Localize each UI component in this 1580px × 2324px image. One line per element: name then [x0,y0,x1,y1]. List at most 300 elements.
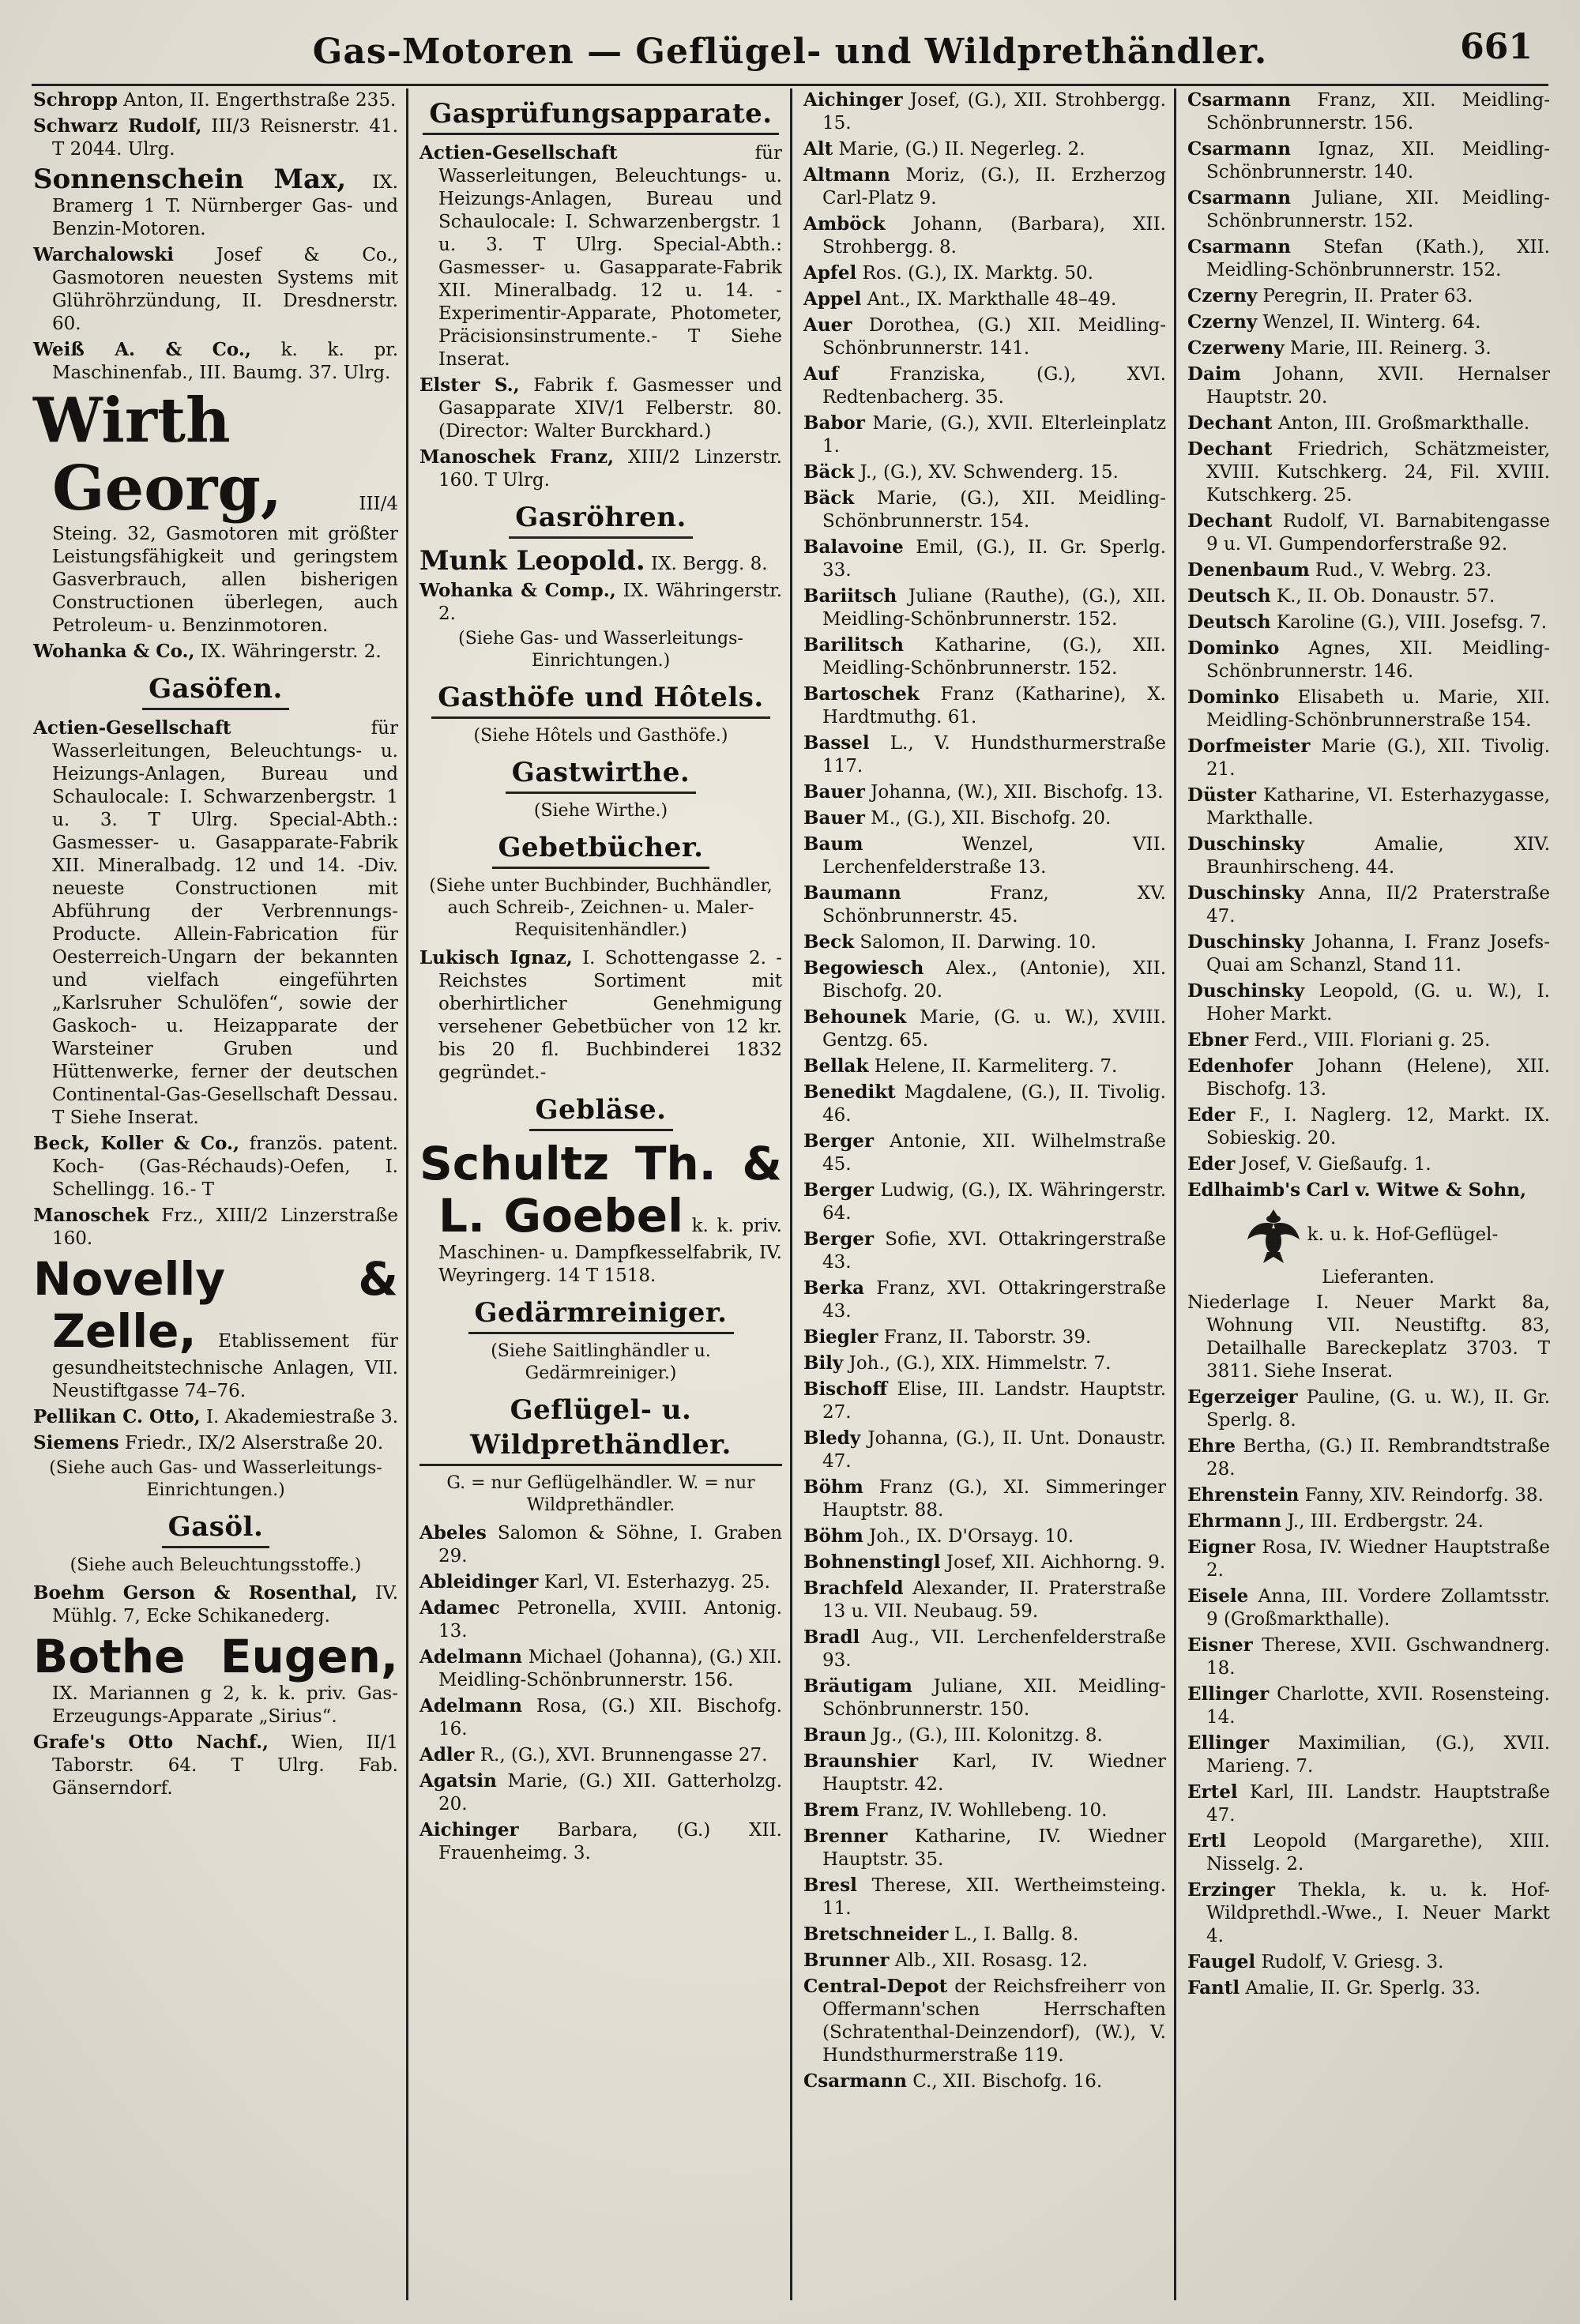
entry-text: für Wasserleitungen, Beleuchtungs- u. Heizungs-Anlagen, Bureau und Schaulocale: I. Schwarzenbergstr. 1 u. 3. T Ulrg. Special-Abth.: Gasmesser- u. Gasapparate-Fabrik XII. Mineralbadg. 12 u. 14. -Experimentir-Apparate, Photometer, Präcisionsinstrumente.- T Siehe Inserat. [438,143,782,370]
section-heading [33,1510,398,1548]
entry-text: Fanny, XIV. Reindorfg. 38. [1304,1485,1544,1506]
directory-entry [33,640,398,664]
directory-entry [33,1253,398,1403]
entry-text: Franziska, (G.), XVI. Redtenbacherg. 35. [822,364,1166,408]
section-heading-text: Gasöl. [162,1510,270,1548]
entry-text: Antonie, XII. Wilhelmstraße 45. [822,1131,1166,1175]
purveyor-line [1187,1205,1550,1289]
section-heading-text: Gasöfen. [142,671,289,710]
entry-name: Ehrenstein [1187,1484,1300,1506]
directory-entry [803,1675,1166,1721]
directory-entry [33,716,398,1130]
entry-name: Duschinsky [1187,833,1305,855]
entry-text: IX. Bramerg 1 T. Nürnberger Gas- und Benzin-Motoren. [52,172,398,239]
directory-entry [1187,337,1550,360]
directory-entry [803,1724,1166,1747]
entry-name: Bäck [803,461,855,483]
directory-entry [1187,1510,1550,1533]
entry-text: Alb., XII. Rosasg. 12. [894,1950,1088,1971]
entry-text: Sofie, XVI. Ottakringerstraße 43. [822,1229,1166,1273]
entry-text: Franz, XVI. Ottakringerstraße 43. [822,1278,1166,1322]
entry-text: Anna, III. Vordere Zollamtsstr. 9 (Großmarkthalle). [1206,1586,1550,1630]
section-heading [419,96,782,135]
entry-text: Josef, V. Gießaufg. 1. [1240,1154,1431,1175]
directory-entry [419,1769,782,1816]
directory-entry [1187,1781,1550,1827]
directory-entry [803,1525,1166,1548]
entry-name: Czerny [1187,311,1258,333]
directory-entry [803,1750,1166,1796]
entry-name: Bothe Eugen, [33,1630,398,1683]
entry-text: Juliane, XII. Meidling-Schönbrunnerstr. 150. [822,1676,1166,1720]
entry-name: Böhm [803,1476,863,1498]
directory-entry [803,288,1166,311]
entry-name: Appel [803,288,862,310]
section-heading-text: Gasthöfe und Hôtels. [431,680,770,719]
entry-name: Dechant [1187,412,1273,434]
directory-entry [803,137,1166,161]
entry-text: Ignaz, XII. Meidling-Schönbrunnerstr. 140. [1206,139,1550,182]
entry-text: Joh., IX. D'Orsayg. 10. [869,1526,1074,1547]
entry-text: Ludwig, (G.), IX. Währingerstr. 64. [822,1180,1167,1224]
entry-text: L., I. Ballg. 8. [954,1924,1079,1945]
entry-name: Central-Depot [803,1976,948,1997]
section-heading-text: Gedärmreiniger. [468,1295,734,1334]
directory-entry [1187,1055,1550,1101]
entry-name: Babor [803,412,865,434]
entry-name: Eisner [1187,1634,1253,1656]
entry-text: Salomon, II. Darwing. 10. [860,932,1097,953]
entry-text: Marie, (G.), XII. Meidling-Schönbrunnerstr. 154. [822,488,1166,532]
entry-name: Böhm [803,1525,863,1547]
directory-entry [1187,1104,1550,1150]
section-note: (Siehe Saitlinghändler u. Gedärmreiniger.) [491,1341,711,1383]
entry-name: Aichinger [803,89,903,111]
entry-text: Franz (G.), XI. Simmeringer Hauptstr. 88. [822,1477,1167,1521]
entry-name: Braunshier [803,1751,919,1772]
entry-text: Katharine, IV. Wiedner Hauptstr. 35. [822,1826,1167,1870]
entry-text: Franz, II. Taborstr. 39. [883,1327,1092,1348]
directory-entry [419,1645,782,1692]
directory-entry [803,164,1166,210]
entry-name: Beck [803,931,855,953]
directory-entry [33,164,398,241]
directory-entry [803,833,1166,879]
entry-name: Ehre [1187,1435,1236,1457]
directory-entry [33,115,398,161]
entry-text: Katharine, VI. Esterhazygasse, Markthalle. [1206,785,1551,829]
directory-entry [1187,1732,1550,1778]
column-2 [406,88,790,2300]
entry-name: Auer [803,314,852,336]
entry-name: Abeles [419,1522,487,1544]
directory-entry [803,314,1166,360]
directory-entry [1187,735,1550,781]
entry-name: Ableidinger [419,1571,539,1593]
directory-entry [803,1825,1166,1871]
directory-entry [803,1799,1166,1822]
directory-entry [1187,882,1550,928]
purveyor-text: k. u. k. Hof-Geflügel-Lieferanten. [1307,1224,1499,1288]
section-heading [419,500,782,539]
directory-entry [419,579,782,626]
section-heading-text: Gasröhren. [509,500,693,539]
entry-name: Beck, Koller & Co., [33,1133,239,1154]
directory-entry [803,536,1166,582]
entry-text: Leopold (Margarethe), XIII. Nisselg. 2. [1206,1831,1550,1875]
entry-text: Therese, XII. Wertheimsteing. 11. [822,1875,1167,1919]
entry-name: Baumann [803,882,901,904]
entry-text: Stefan (Kath.), XII. Meidling-Schönbrunnerstr. 152. [1206,237,1550,280]
entry-name: Baum [803,833,863,855]
section-note: (Siehe unter Buchbinder, Buchhändler, auch Schreib-, Zeichnen- u. Maler-Requisitenhändler.) [429,876,773,940]
entry-text: Karoline (G.), VIII. Josefsg. 7. [1276,612,1548,633]
entry-text: Elisabeth u. Marie, XII. Meidling-Schönbrunnerstraße 154. [1206,687,1551,731]
entry-text: Elise, III. Landstr. Hauptstr. 27. [822,1379,1167,1423]
entry-text: I. Schottengasse 2. -Reichstes Sortiment mit oberhirtlicher Genehmigung versehener Gebetbücher von 12 kr. bis 20 fl. Buchbinderei 1832 gegründet.- [438,948,782,1083]
section-heading [419,1092,782,1131]
entry-text: Josef, XII. Aichhorng. 9. [946,1552,1166,1573]
directory-entry [803,1378,1166,1424]
directory-entry [803,1130,1166,1176]
entry-text: Katharine, (G.), XII. Meidling-Schönbrunnerstr. 152. [822,635,1166,679]
entry-name: Bartoschek [803,683,920,705]
directory-entry [33,338,398,385]
entry-text: Alex., (Antonie), XII. Bischofg. 20. [822,958,1167,1002]
entry-name: Berka [803,1277,865,1299]
entry-text: Ros. (G.), IX. Marktg. 50. [862,263,1093,284]
directory-entry [1187,637,1550,683]
directory-entry [1187,1029,1550,1052]
entry-name: Dominko [1187,686,1280,708]
directory-entry [803,1577,1166,1623]
directory-entry [1187,363,1550,409]
entry-text: C., XII. Bischofg. 16. [912,2071,1103,2092]
entry-name: Boehm Gerson & Rosenthal, [33,1582,358,1604]
section-note: G. = nur Geflügelhändler. W. = nur Wildprethändler. [446,1473,755,1515]
entry-text: Johann, (Barbara), XII. Strohbergg. 8. [822,214,1166,258]
entry-text: Ferd., VIII. Floriani g. 25. [1254,1030,1491,1051]
directory-entry [419,1138,782,1288]
directory-entry [1187,88,1550,135]
directory-entry [33,243,398,336]
directory-entry [419,1818,782,1865]
entry-text: Helene, II. Karmeliterg. 7. [874,1056,1118,1077]
entry-name: Ertl [1187,1830,1227,1852]
entry-text: Marie, (G.) XII. Gatterholzg. 20. [438,1771,783,1814]
directory-entry [419,141,782,371]
entry-text: XIII/2 Linzerstr. 160. T Ulrg. [438,447,782,491]
directory-entry [33,1132,398,1201]
directory-entry [803,931,1166,954]
section-heading [419,830,782,869]
directory-entry [1187,1484,1550,1507]
directory-entry [803,461,1166,484]
entry-name: Edlhaimb's [1187,1179,1301,1201]
directory-entry [803,363,1166,409]
entry-name: Brenner [803,1826,888,1847]
entry-text: I. Akademiestraße 3. [205,1407,399,1427]
directory-entry [803,957,1166,1003]
entry-text: Petronella, XVIII. Antonig. 13. [438,1598,783,1641]
entry-name: Dechant [1187,438,1273,460]
directory-entry [803,634,1166,680]
entry-text: Dorothea, (G.) XII. Meidling-Schönbrunnerstr. 141. [822,315,1166,359]
entry-name: Novelly & Zelle, [33,1252,398,1358]
section-note: (Siehe Gas- und Wasserleitungs-Einrichtungen.) [458,629,743,671]
entry-text: Bertha, (G.) II. Rembrandtstraße 28. [1206,1436,1550,1480]
entry-text: Rudolf, V. Griesg. 3. [1261,1952,1444,1972]
entry-text: Juliane, XII. Meidling-Schönbrunnerstr. 152. [1206,188,1550,231]
entry-name: Barilitsch [803,634,904,656]
directory-entry [1187,1435,1550,1481]
entry-name: Benedikt [803,1081,896,1103]
entry-text: IX. Währingerstr. 2. [200,641,382,662]
entry-name: Ebner [1187,1029,1249,1051]
entry-name: Ertel [1187,1781,1238,1803]
entry-text: Carl v. Witwe & Sohn, [1306,1179,1526,1201]
directory-entry [1187,585,1550,608]
directory-entry [803,1228,1166,1274]
section-heading-text: Gebläse. [529,1092,673,1131]
directory-entry [803,1179,1166,1225]
directory-entry [803,88,1166,135]
entry-text: Pauline, (G. u. W.), II. Gr. Sperlg. 8. [1206,1387,1551,1431]
page-header [32,21,1548,86]
entry-name: Czerweny [1187,337,1285,359]
entry-text: der Reichsfreiherr von Offermann'schen Herrschaften (Schratenthal-Deinzendorf), (W.), V. Hundsthurmerstraße 119. [822,1976,1166,2066]
entry-text: Amalie, II. Gr. Sperlg. 33. [1245,1978,1481,1999]
entry-name: Erzinger [1187,1879,1276,1901]
directory-entry [33,1431,398,1455]
directory-entry [803,1006,1166,1052]
entry-name: Berger [803,1228,875,1250]
directory-entry [33,1581,398,1628]
entry-text: Niederlage I. Neuer Markt 8a, Wohnung VII. Neustiftg. 83, Detailhalle Bareckeplatz 3703. T 3811. Siehe Inserat. [1187,1292,1550,1382]
entry-text: Johanna, I. Franz Josefs-Quai am Schanzl, Stand 11. [1206,932,1550,976]
column-1 [22,88,406,2300]
section-heading-text: Geflügel- u. Wildprethändler. [419,1393,782,1466]
entry-name: Csarmann [1187,187,1291,209]
entry-text: F., I. Naglerg. 12, Markt. IX. Sobieskig. 20. [1206,1105,1551,1149]
section-note: (Siehe auch Beleuchtungsstoffe.) [70,1555,362,1575]
entry-text: Marie, (G. u. W.), XVIII. Gentzg. 65. [822,1007,1167,1051]
section-heading-text: Gasprüfungsapparate. [423,96,778,135]
entry-name: Ellinger [1187,1683,1270,1705]
directory-entry [803,1923,1166,1946]
entry-name: Adelmann [419,1695,522,1717]
entry-text: Marie, (G.), XVII. Elterleinplatz 1. [822,413,1167,457]
entry-text: Emil, (G.), II. Gr. Sperlg. 33. [822,537,1167,581]
directory-entry [803,683,1166,729]
entry-text: III/3 Reisnerstr. 41. T 2044. Ulrg. [52,116,399,160]
entry-text: IV. Mühlg. 7, Ecke Schikanederg. [52,1583,399,1626]
entry-name: Adamec [419,1597,500,1619]
entry-text: Rosa, (G.) XII. Bischofg. 16. [438,1696,783,1739]
entry-text: Johanna, (G.), II. Unt. Donaustr. 47. [822,1428,1166,1472]
entry-name: Manoschek Franz, [419,446,615,468]
entry-text: Anton, II. Engerthstraße 235. [123,90,397,111]
entry-name: Csarmann [1187,138,1291,160]
directory-entry [1187,186,1550,233]
entry-text: Wenzel, II. Winterg. 64. [1262,312,1481,333]
entry-name: Deutsch [1187,611,1271,633]
entry-text: Leopold, (G. u. W.), I. Hoher Markt. [1206,981,1550,1025]
entry-text: Jg., (G.), III. Kolonitzg. 8. [872,1725,1103,1746]
directory-entry [1187,1292,1550,1383]
entry-name: Lukisch Ignaz, [419,947,573,968]
entry-text: Franz, XII. Meidling-Schönbrunnerstr. 156. [1206,90,1550,133]
entry-text: Josef, (G.), XII. Strohbergg. 15. [822,90,1166,133]
directory-entry [803,412,1166,458]
section-heading [419,1393,782,1466]
entry-name: Bariitsch [803,585,897,607]
directory-entry [1187,235,1550,282]
entry-name: Bräutigam [803,1675,912,1697]
entry-text: III/4 Steing. 32, Gasmotoren mit größter Leistungsfähigkeit und geringstem Gasverbrauch, allen bisherigen Constructionen überlegen, auch Petroleum- u. Benzinmotoren. [52,494,398,636]
entry-name: Ehrmann [1187,1510,1282,1532]
entry-name: Edenhofer [1187,1055,1293,1077]
columns [22,88,1558,2300]
entry-name: Amböck [803,213,886,235]
entry-text: Ant., IX. Markthalle 48–49. [867,289,1117,310]
directory-entry [803,780,1166,804]
directory-entry [33,1630,398,1728]
entry-text: Fabrik f. Gasmesser und Gasapparate XIV/1 Felberstr. 80. (Director: Walter Burckhard.) [438,375,783,442]
entry-name: Bohnenstingl [803,1551,941,1573]
entry-name: Csarmann [803,2070,907,2092]
directory-entry [1187,611,1550,634]
entry-name: Bischoff [803,1378,888,1400]
entry-name: Berger [803,1130,875,1152]
directory-entry [1187,510,1550,556]
directory-entry [1187,284,1550,308]
entry-name: Altmann [803,164,890,186]
entry-name: Bresl [803,1875,857,1896]
directory-entry [1187,1536,1550,1582]
directory-entry [803,1326,1166,1349]
entry-text: Rosa, IV. Wiedner Hauptstraße 2. [1206,1537,1550,1581]
entry-text: Marie, (G.) II. Negerleg. 2. [838,139,1085,160]
entry-name: Wohanka & Comp., [419,580,616,601]
page-number: 661 [1460,27,1533,67]
entry-name: Dorfmeister [1187,735,1311,757]
entry-text: Aug., VII. Lerchenfelderstraße 93. [822,1627,1166,1671]
directory-entry [33,88,398,112]
entry-name: Bauer [803,781,865,803]
entry-name: Wirth Georg, [33,385,283,525]
entry-name: Adler [419,1744,475,1766]
entry-name: Duschinsky [1187,882,1305,904]
entry-text: Moriz, (G.), II. Erzherzog Carl-Platz 9. [822,165,1166,209]
entry-text: Friedr., IX/2 Alserstraße 20. [124,1433,384,1453]
entry-text: Amalie, XIV. Braunhirscheng. 44. [1206,834,1550,878]
entry-text: Charlotte, XVII. Rosensteing. 14. [1206,1684,1550,1728]
entry-name: Czerny [1187,285,1258,306]
section-heading [419,680,782,719]
entry-text: Wenzel, VII. Lerchenfelderstraße 13. [822,834,1166,878]
directory-entry [1187,310,1550,334]
entry-text: Michael (Johanna), (G.) XII. Meidling-Schönbrunnerstr. 156. [438,1647,782,1690]
directory-entry [1187,931,1550,977]
entry-name: Pellikan C. Otto, [33,1406,201,1427]
entry-name: Aichinger [419,1819,519,1841]
entry-name: Bretschneider [803,1924,949,1945]
entry-name: Weiß A. & Co., [33,339,251,360]
entry-text: Josef & Co., Gasmotoren neuesten Systems mit Glühröhrzündung, II. Dresdnerstr. 60. [52,245,398,334]
entry-name: Bauer [803,807,865,829]
entry-name: Behounek [803,1006,907,1028]
entry-text: Magdalene, (G.), II. Tivolig. 46. [822,1082,1166,1126]
entry-name: Auf [803,363,839,385]
entry-name: Sonnenschein Max, [33,164,347,195]
column-3 [790,88,1174,2300]
entry-text: Johanna, (W.), XII. Bischofg. 13. [871,782,1164,803]
entry-name: Balavoine [803,536,904,558]
section-heading-text: Gastwirthe. [506,755,696,794]
directory-entry [419,1521,782,1568]
entry-text: Salomon & Söhne, I. Graben 29. [438,1523,783,1566]
entry-name: Schultz Th. & L. Goebel [419,1137,782,1243]
directory-entry [803,261,1166,285]
entry-text: J., III. Erdbergstr. 24. [1287,1511,1484,1532]
header-title: Gas-Motoren — Geflügel- und Wildprethändler. [312,32,1268,72]
directory-entry [1187,980,1550,1026]
entry-text: k. k. pr. Maschinenfab., III. Baumg. 37. Ulrg. [52,340,399,383]
entry-text: Peregrin, II. Prater 63. [1262,286,1473,306]
directory-entry [33,1731,398,1800]
entry-name: Siemens [33,1432,119,1453]
entry-name: Daim [1187,363,1241,385]
entry-name: Deutsch [1187,585,1271,607]
directory-entry [419,946,782,1085]
directory-entry [419,374,782,443]
entry-text: Franz, IV. Wohllebeng. 10. [864,1800,1108,1821]
entry-text: L., V. Hundsthurmerstraße 117. [822,733,1166,777]
entry-text: Franz (Katharine), X. Hardtmuthg. 61. [822,684,1166,728]
directory-entry [1187,1585,1550,1631]
entry-text: R., (G.), XVI. Brunnengasse 27. [480,1745,768,1766]
entry-name: Bradl [803,1626,860,1648]
directory-entry [1187,1829,1550,1876]
directory-entry [419,446,782,492]
section-note: (Siehe Hôtels und Gasthöfe.) [473,726,728,746]
entry-name: Brunner [803,1950,890,1971]
entry-text: Franz, XV. Schönbrunnerstr. 45. [822,883,1166,927]
entry-text: Juliane (Rauthe), (G.), XII. Meidling-Schönbrunnerstr. 152. [822,586,1166,630]
entry-text: Friedrich, Schätzmeister, XVIII. Kutschkerg. 24, Fil. XVIII. Kutschkerg. 25. [1206,439,1551,506]
entry-text: Etablissement für gesundheitstechnische Anlagen, VII. Neustiftgasse 74–76. [52,1331,398,1401]
directory-entry [1187,833,1550,879]
entry-text: Maximilian, (G.), XVII. Marieng. 7. [1206,1733,1551,1777]
entry-name: Bäck [803,487,855,509]
section-note: (Siehe Wirthe.) [533,801,668,821]
entry-name: Alt [803,138,833,160]
entry-text: französ. patent. Koch- (Gas-Réchauds)-Oefen, I. Schellingg. 16.- T [52,1134,398,1200]
entry-text: Frz., XIII/2 Linzerstraße 160. [52,1205,398,1249]
directory-entry [419,1570,782,1594]
section-heading [419,755,782,794]
entry-text: Karl, VI. Esterhazyg. 25. [544,1572,770,1593]
entry-text: Marie (G.), XII. Tivolig. 21. [1206,736,1551,780]
directory-entry [803,487,1166,533]
directory-entry [803,807,1166,830]
directory-entry [803,1427,1166,1473]
entry-text: Therese, XVII. Gschwandnerg. 18. [1206,1635,1551,1679]
entry-name: Bily [803,1352,844,1374]
directory-entry [1187,1878,1550,1948]
entry-text: Rudolf, VI. Barnabitengasse 9 u. VI. Gumpendorferstraße 92. [1206,511,1550,555]
